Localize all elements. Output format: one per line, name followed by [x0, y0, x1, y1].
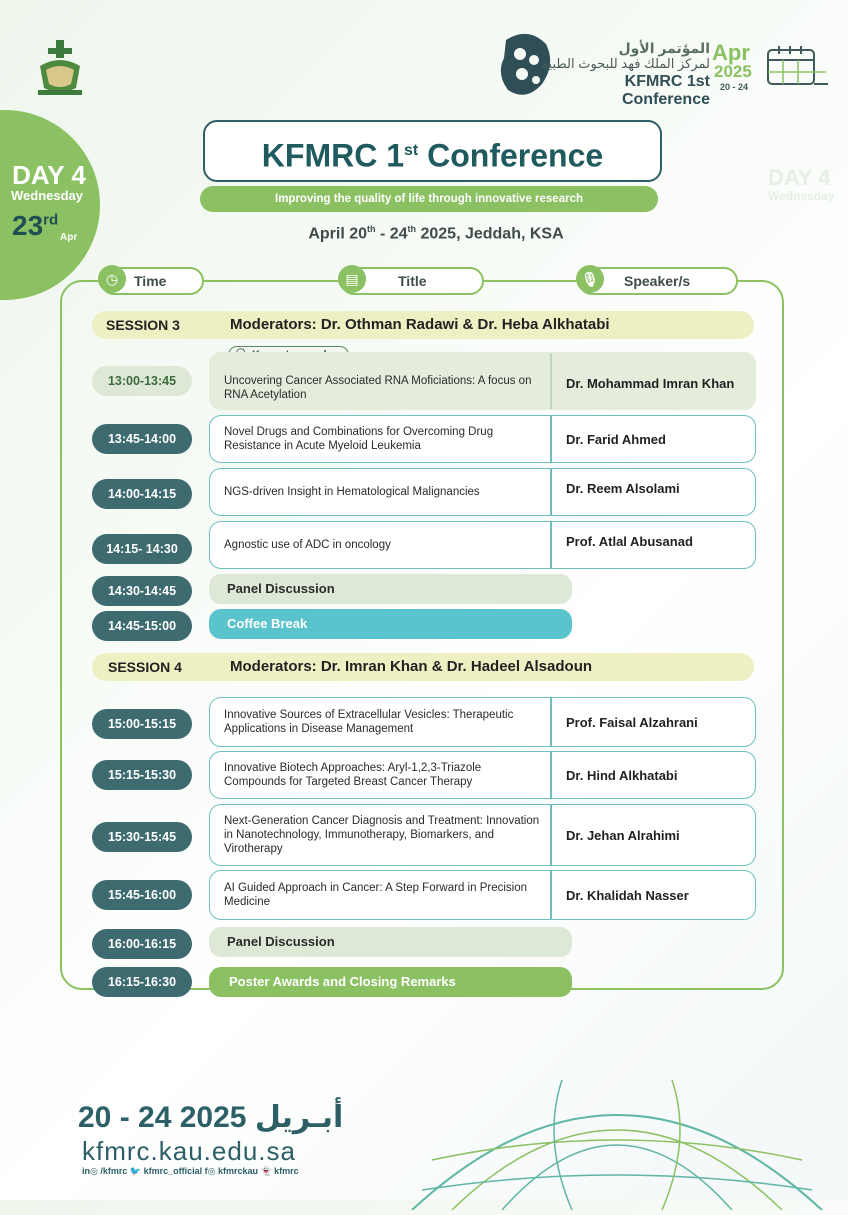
coffee-break-bar: Coffee Break [209, 609, 572, 639]
day-badge [0, 110, 100, 300]
talk-title: Next-Generation Cancer Diagnosis and Treatment: Innovation in Nanotechnology, Immunotherapy, Biomarkers, and Virotherapy [224, 815, 540, 855]
conference-name-en: KFMRC 1st Conference [621, 73, 710, 108]
time-pill: 14:45-15:00 [92, 611, 192, 641]
talk-title: Novel Drugs and Combinations for Overcoming Drug Resistance in Acute Myeloid Leukemia [224, 426, 494, 452]
talk-row [209, 804, 756, 866]
talk-title: Uncovering Cancer Associated RNA Moficiations: A focus on RNA Acetylation [224, 375, 532, 401]
university-logo [30, 36, 90, 98]
row-divider [550, 805, 552, 865]
conference-month: Apr [712, 40, 750, 65]
date-location [206, 224, 666, 243]
day-date-num: 23 [12, 210, 44, 241]
time-pill: 15:45-16:00 [92, 880, 192, 910]
row-divider [550, 871, 552, 919]
talk-row [209, 352, 756, 410]
time-pill: 15:30-15:45 [92, 822, 192, 852]
session-moderators: Moderators: Dr. Imran Khan & Dr. Hadeel Alsadoun [230, 658, 593, 675]
conference-name-ar-line2: لمركز الملك فهد للبحوث الطبية [541, 56, 710, 71]
footer-date: 20 - 24 أبـريل 2025 [78, 1101, 344, 1134]
subtitle: Improving the quality of life through innovative research [200, 186, 658, 212]
day-date-suffix: rd [43, 211, 59, 229]
column-header-speaker-label: Speaker/s [624, 273, 691, 289]
talk-row [209, 697, 756, 747]
row-divider [550, 416, 552, 462]
conference-name-ar-line1: المؤتمر الأول [618, 40, 710, 56]
time-pill: 13:45-14:00 [92, 424, 192, 454]
clock-icon: ◷ [98, 265, 126, 293]
globe-graphic [392, 1040, 842, 1210]
time-pill: 14:30-14:45 [92, 576, 192, 606]
column-header-title [340, 267, 484, 295]
calendar-icon [766, 42, 830, 99]
session-4-bar [92, 653, 754, 681]
conference-year: 2025 [714, 62, 752, 81]
talk-speaker: Prof. Faisal Alzahrani [566, 714, 698, 730]
session-3-bar [92, 311, 754, 339]
talk-row [209, 415, 756, 463]
talk-speaker: Dr. Reem Alsolami [566, 481, 680, 496]
session-name: SESSION 4 [108, 659, 182, 675]
column-header-title-label: Title [398, 273, 427, 289]
date-year-location: 2025, Jeddah, KSA [416, 225, 564, 243]
talk-speaker: Dr. Hind Alkhatabi [566, 767, 678, 783]
time-pill: 16:15-16:30 [92, 967, 192, 997]
time-pill: 14:00-14:15 [92, 479, 192, 509]
title-main: KFMRC 1 [261, 137, 405, 174]
day-label: DAY 4 [12, 160, 86, 190]
conference-range: 20 - 24 [720, 82, 749, 92]
page-title [203, 120, 662, 182]
row-divider [550, 353, 552, 409]
talk-speaker: Dr. Jehan Alrahimi [566, 827, 680, 843]
talk-title: AI Guided Approach in Cancer: A Step Forward in Precision Medicine [224, 882, 527, 908]
talk-speaker: Dr. Khalidah Nasser [566, 887, 689, 903]
time-pill: 13:00-13:45 [92, 366, 192, 396]
time-pill: 15:00-15:15 [92, 709, 192, 739]
ghost-day-label: DAY 4 [768, 165, 831, 190]
column-header-speaker [578, 267, 738, 295]
microphone-icon: 🎙 [576, 265, 604, 293]
talk-title: Agnostic use of ADC in oncology [224, 539, 391, 551]
time-pill: 15:15-15:30 [92, 760, 192, 790]
time-pill: 16:00-16:15 [92, 929, 192, 959]
session-moderators: Moderators: Dr. Othman Radawi & Dr. Heba Alkhatabi [230, 316, 610, 333]
time-pill: 14:15- 14:30 [92, 534, 192, 564]
talk-title: Innovative Sources of Extracellular Vesicles: Therapeutic Applications in Disease Management [224, 709, 514, 735]
talk-speaker: Prof. Atlal Abusanad [566, 534, 693, 549]
row-divider [550, 698, 552, 746]
day-month: Apr [60, 232, 78, 243]
talk-speaker: Dr. Mohammad Imran Khan [566, 375, 735, 391]
column-header-time [100, 267, 204, 295]
talk-title: NGS-driven Insight in Hematological Malignancies [224, 486, 480, 498]
day-date [12, 210, 58, 242]
title-sup: st [404, 142, 419, 159]
footer-url[interactable]: kfmrc.kau.edu.sa [82, 1136, 296, 1166]
panel-discussion-bar: Panel Discussion [209, 574, 572, 604]
document-icon: ▤ [338, 265, 366, 293]
day-weekday: Wednesday [10, 188, 83, 203]
talk-row [209, 468, 756, 516]
ghost-day-weekday: Wednesday [768, 189, 835, 203]
talk-row [209, 751, 756, 799]
session-name: SESSION 3 [106, 317, 180, 333]
date-start-sup: th [367, 224, 376, 234]
closing-remarks-bar: Poster Awards and Closing Remarks [209, 967, 572, 997]
column-header-time-label: Time [134, 273, 167, 289]
panel-discussion-bar: Panel Discussion [209, 927, 572, 957]
title-rest: Conference [418, 137, 604, 174]
talk-speaker: Dr. Farid Ahmed [566, 431, 666, 447]
footer-social-handles: in◎ /kfmrc 🐦 kfmrc_official f◎ kfmrckau 👻 kfmrc [82, 1166, 299, 1176]
date-end: - 24 [375, 225, 408, 243]
talk-row [209, 521, 756, 569]
talk-title: Innovative Biotech Approaches: Aryl-1,2,3-Triazole Compounds for Targeted Breast Cancer Therapy [224, 762, 482, 788]
talk-row [209, 870, 756, 920]
row-divider [550, 522, 552, 568]
date-start: April 20 [308, 225, 368, 243]
row-divider [550, 469, 552, 515]
date-end-sup: th [407, 224, 417, 234]
row-divider [550, 752, 552, 798]
